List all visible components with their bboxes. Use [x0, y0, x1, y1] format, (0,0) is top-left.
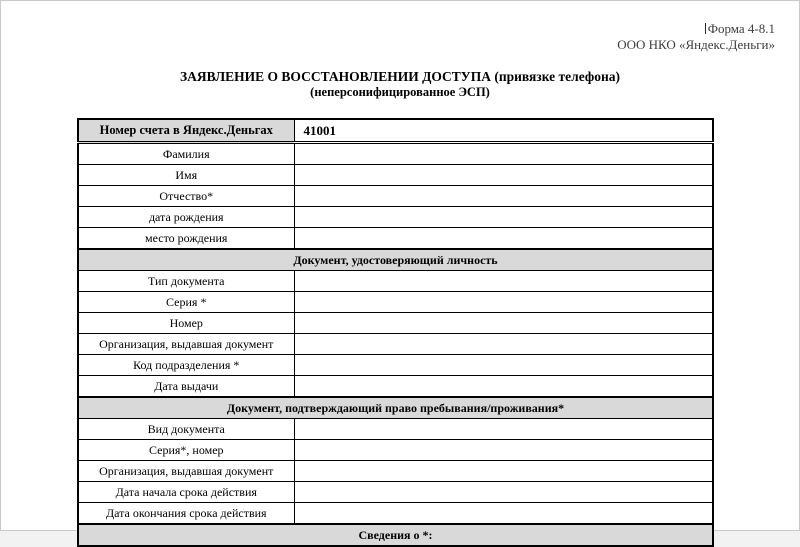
field-value[interactable]: 41001 — [294, 119, 713, 143]
section-header: Документ, удостоверяющий личность — [78, 249, 713, 271]
field-value[interactable] — [294, 482, 713, 503]
form-code-line — [617, 21, 775, 37]
field-label: Вид документа — [78, 419, 294, 440]
table-row — [78, 249, 713, 271]
field-label: Дата выдачи — [78, 376, 294, 398]
table-row — [78, 440, 713, 461]
field-label: Серия*, номер — [78, 440, 294, 461]
table-row — [78, 482, 713, 503]
field-value[interactable] — [294, 503, 713, 525]
field-label: Фамилия — [78, 143, 294, 165]
page-title: ЗАЯВЛЕНИЕ О ВОССТАНОВЛЕНИИ ДОСТУПА (привязке телефона) — [179, 69, 621, 84]
table-row — [78, 165, 713, 186]
table-row — [78, 143, 713, 165]
field-label: Отчество* — [78, 186, 294, 207]
form-table-body — [78, 119, 713, 546]
table-row — [78, 461, 713, 482]
table-row — [78, 228, 713, 250]
company-name: ООО НКО «Яндекс.Деньги» — [617, 37, 775, 52]
field-label: Дата окончания срока действия — [78, 503, 294, 525]
field-label: Серия * — [78, 292, 294, 313]
table-row — [78, 503, 713, 525]
table-row — [78, 419, 713, 440]
table-row — [78, 292, 713, 313]
table-row — [78, 271, 713, 292]
table-row — [78, 376, 713, 398]
table-row — [78, 313, 713, 334]
field-label: дата рождения — [78, 207, 294, 228]
table-row — [78, 334, 713, 355]
field-value[interactable] — [294, 143, 713, 165]
text-cursor — [705, 23, 706, 34]
field-value[interactable] — [294, 440, 713, 461]
field-value[interactable] — [294, 461, 713, 482]
page-subtitle: (неперсонифицированное ЭСП) — [310, 85, 490, 99]
table-row — [78, 119, 713, 143]
section-header: Документ, подтверждающий право пребывания/проживания* — [78, 397, 713, 419]
field-label: Тип документа — [78, 271, 294, 292]
field-value[interactable] — [294, 207, 713, 228]
form-code: Форма 4-8.1 — [707, 21, 775, 36]
table-row — [78, 355, 713, 376]
table-row — [78, 524, 713, 546]
section-header: Сведения о *: — [78, 524, 713, 546]
field-value[interactable] — [294, 228, 713, 250]
field-value[interactable] — [294, 355, 713, 376]
form-table — [77, 118, 714, 547]
field-label: Номер — [78, 313, 294, 334]
field-value[interactable] — [294, 376, 713, 398]
field-label: Номер счета в Яндекс.Деньгах — [78, 119, 294, 143]
field-value[interactable] — [294, 334, 713, 355]
field-value[interactable] — [294, 313, 713, 334]
document-header — [617, 21, 775, 53]
field-label: Имя — [78, 165, 294, 186]
field-value[interactable] — [294, 165, 713, 186]
table-row — [78, 207, 713, 228]
field-value[interactable] — [294, 186, 713, 207]
field-value[interactable] — [294, 271, 713, 292]
field-value[interactable] — [294, 292, 713, 313]
field-label: Код подразделения * — [78, 355, 294, 376]
field-value[interactable] — [294, 419, 713, 440]
table-row — [78, 186, 713, 207]
field-label: Дата начала срока действия — [78, 482, 294, 503]
field-label: Организация, выдавшая документ — [78, 461, 294, 482]
field-label: Организация, выдавшая документ — [78, 334, 294, 355]
field-label: место рождения — [78, 228, 294, 250]
table-row — [78, 397, 713, 419]
